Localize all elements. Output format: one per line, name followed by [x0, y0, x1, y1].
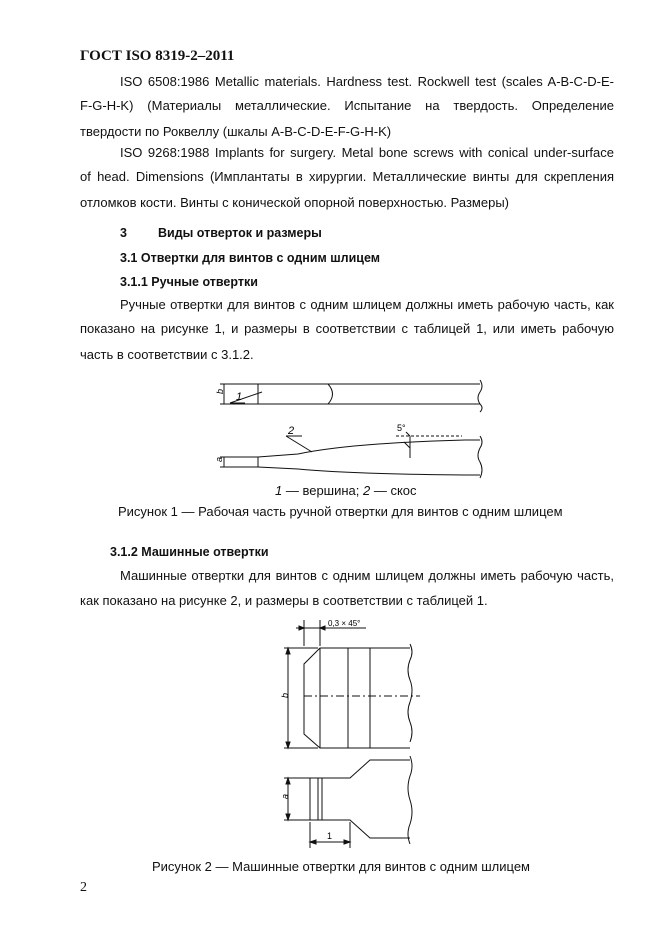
section-3-number: 3 — [120, 226, 127, 240]
section-3-title: Виды отверток и размеры — [158, 226, 322, 240]
fig2-break-line-side — [408, 756, 412, 844]
section-3-1-1-line3: часть в соответствии с 3.1.2. — [80, 347, 254, 362]
fig2-dim-1: 1 — [327, 831, 333, 841]
section-3-1-2-line1: Машинные отвертки для винтов с одним шлицем должны иметь рабочую часть, — [120, 568, 614, 583]
document-header: ГОСТ ISO 8319-2–2011 — [80, 48, 235, 64]
fig2-label-b: b — [280, 692, 290, 698]
figure-1-drawing — [200, 370, 500, 482]
figure-2-drawing — [270, 612, 430, 854]
ref-iso6508-line1: ISO 6508:1986 Metallic materials. Hardness test. Rockwell test (scales A-B-C-D-E- — [120, 74, 614, 89]
legend-num-2: 2 — [363, 483, 371, 498]
ref-iso6508-line2: F-G-H-K) (Материалы металлические. Испытание на твердость. Определение — [80, 98, 614, 113]
section-3-1-1-line2: показано на рисунке 1, и размеры в соответствии с таблицей 1, или иметь рабочую — [80, 321, 614, 336]
fig2-tip-side-view — [310, 760, 410, 838]
fig1-callout-1: 1 — [236, 391, 243, 403]
ref-iso9268-line2: of head. Dimensions (Имплантаты в хирургии. Металлические винты для скрепления — [80, 169, 614, 184]
fig1-tip-top-view — [258, 384, 333, 404]
section-3-1-2-line2: как показано на рисунке 2, и размеры в соответствии с таблицей 1. — [80, 593, 488, 608]
section-3-1-title: 3.1 Отвертки для винтов с одним шлицем — [120, 251, 381, 265]
fig2-break-line-top — [408, 644, 412, 742]
legend-text-2: — скос — [370, 483, 417, 498]
section-3-1-2-title: 3.1.2 Машинные отвертки — [110, 545, 269, 559]
section-3-1-1-line1: Ручные отвертки для винтов с одним шлицем должны иметь рабочую часть, как — [120, 297, 614, 312]
fig1-label-b: b — [215, 388, 225, 394]
figure-1-legend — [275, 483, 417, 498]
fig2-chamfer-label: 0,3 × 45° — [328, 619, 361, 628]
section-3-1-1-title: 3.1.1 Ручные отвертки — [120, 275, 258, 289]
fig1-angle-label: 5° — [397, 423, 406, 433]
figure-2-caption: Рисунок 2 — Машинные отвертки для винтов с одним шлицем — [152, 859, 530, 874]
fig1-bevel-lower — [258, 467, 480, 475]
fig2-label-a: a — [280, 793, 290, 799]
ref-iso9268-line1: ISO 9268:1988 Implants for surgery. Metal bone screws with conical under-surface — [120, 145, 614, 160]
fig1-break-line-side — [478, 436, 482, 478]
fig1-break-line-top — [478, 380, 482, 412]
fig1-label-a: a — [214, 456, 224, 462]
fig1-bevel-upper — [258, 440, 480, 457]
page-number: 2 — [80, 880, 87, 895]
legend-text-1: — вершина; — [282, 483, 364, 498]
ref-iso6508-line3: твердости по Роквеллу (шкалы A-B-C-D-E-F-G-H-K) — [80, 124, 392, 139]
ref-iso9268-line3: отломков кости. Винты с конической опорной поверхностью. Размеры) — [80, 195, 509, 210]
figure-1-caption: Рисунок 1 — Рабочая часть ручной отвертки для винтов с одним шлицем — [118, 504, 563, 519]
fig1-callout-2: 2 — [288, 425, 295, 437]
legend-num-1: 1 — [275, 483, 283, 498]
